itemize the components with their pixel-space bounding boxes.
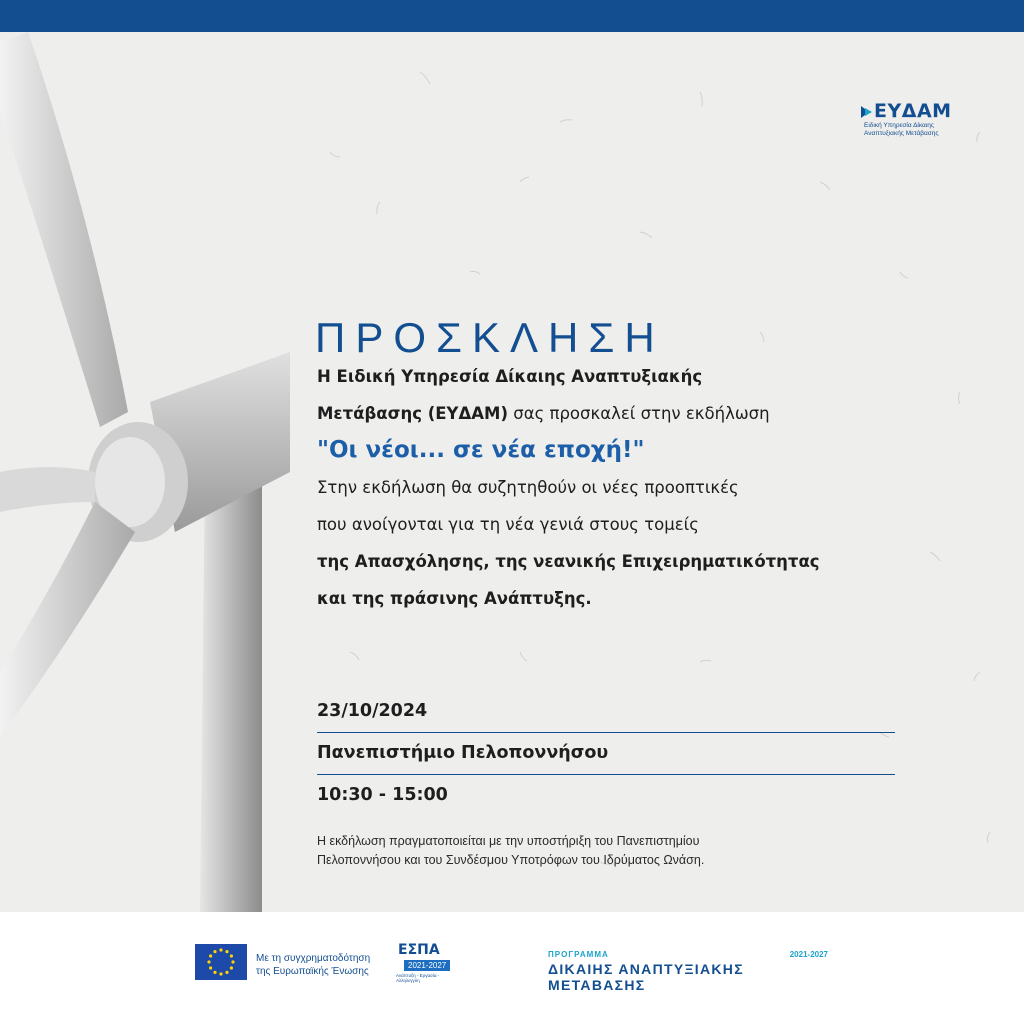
- eydam-logo: [860, 102, 970, 152]
- invitation-body: [317, 358, 907, 617]
- event-time: 10:30 - 15:00: [317, 785, 448, 805]
- intro-line-2-rest: σας προσκαλεί στην εκδήλωση: [508, 404, 770, 423]
- espa-years: 2021-2027: [404, 960, 450, 971]
- event-place-row: [317, 735, 895, 775]
- description-line-2: που ανοίγονται για τη νέα γενιά στους τομείς: [317, 515, 699, 534]
- eu-cofunding-text: [256, 952, 396, 978]
- top-banner: [0, 0, 1024, 32]
- description-line-1: Στην εκδήλωση θα συζητηθούν οι νέες προοπτικές: [317, 478, 739, 497]
- note-line-1: Η εκδήλωση πραγματοποιείται με την υποστήριξη του Πανεπιστημίου: [317, 834, 700, 848]
- event-time-row: [317, 777, 895, 817]
- program-logo: [548, 950, 838, 993]
- espa-title: ΕΣΠΑ: [398, 942, 440, 958]
- logo-subtitle: Ειδική Υπηρεσία Δίκαιης Αναπτυξιακής Μετάβασης: [864, 122, 939, 137]
- description-line-4: και της πράσινης Ανάπτυξης.: [317, 589, 592, 608]
- note-line-2: Πελοποννήσου και του Συνδέσμου Υποτρόφων του Ιδρύματος Ωνάση.: [317, 853, 705, 867]
- eu-text-line-1: Με τη συγχρηματοδότηση: [256, 953, 371, 964]
- invitation-title: ΠΡΟΣΚΛΗΣΗ: [315, 314, 665, 361]
- espa-logo: [394, 942, 454, 982]
- divider: [317, 732, 895, 733]
- eu-flag-icon: [195, 944, 247, 980]
- wind-turbine-image: [0, 32, 300, 912]
- description-line-3: της Απασχόλησης, της νεανικής Επιχειρηματικότητας: [317, 552, 820, 571]
- eu-text-line-2: της Ευρωπαϊκής Ένωσης: [256, 966, 369, 977]
- espa-subtitle: Ανάπτυξη - Εργασία - Αλληλεγγύη: [396, 973, 440, 983]
- logo-name: ΕΥΔΑΜ: [874, 100, 952, 122]
- support-note: [317, 832, 917, 870]
- divider: [317, 774, 895, 775]
- event-name: "Οι νέοι... σε νέα εποχή!": [317, 437, 645, 463]
- intro-line-2-bold: Μετάβασης (ΕΥΔΑΜ): [317, 404, 508, 423]
- intro-line-1: Η Ειδική Υπηρεσία Δίκαιης Αναπτυξιακής: [317, 367, 703, 386]
- event-date: 23/10/2024: [317, 701, 428, 721]
- program-name: ΔΙΚΑΙΗΣ ΑΝΑΠΤΥΞΙΑΚΗΣ ΜΕΤΑΒΑΣΗΣ: [548, 961, 744, 993]
- footer-logos: [0, 912, 1024, 1024]
- event-date-row: [317, 693, 895, 733]
- program-years: 2021-2027: [789, 950, 828, 959]
- program-label: ΠΡΟΓΡΑΜΜΑ: [548, 950, 609, 959]
- event-place: Πανεπιστήμιο Πελοποννήσου: [317, 743, 609, 763]
